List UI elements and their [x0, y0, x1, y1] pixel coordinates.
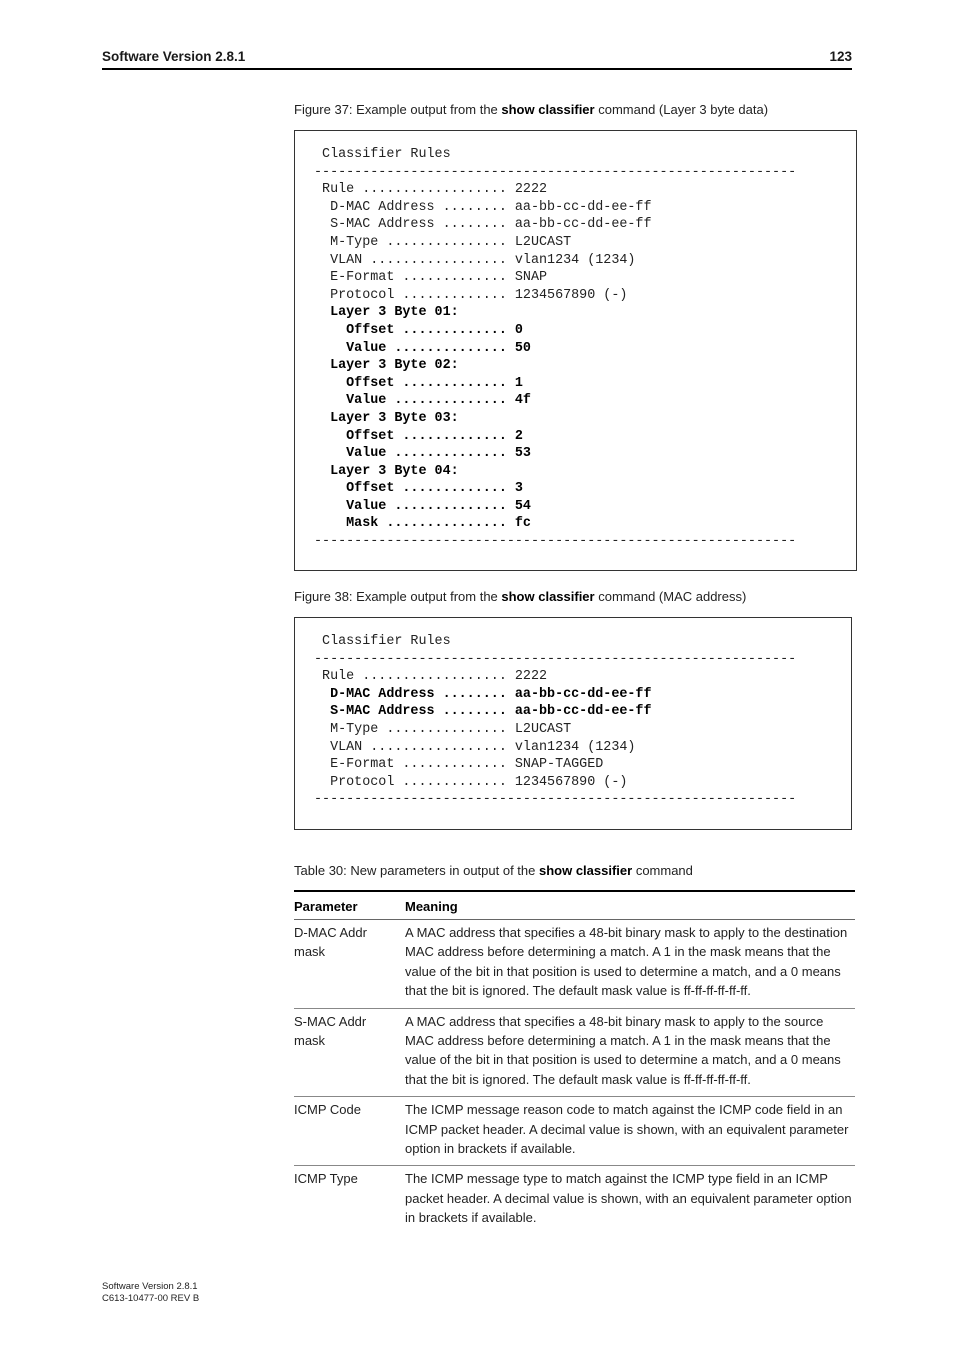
code-line: Layer 3 Byte 02:	[314, 358, 459, 374]
code-line: ------------------------------------------------------------	[314, 651, 797, 667]
code-line: Value .............. 53	[314, 446, 531, 462]
meaning-cell: A MAC address that specifies a 48-bit binary mask to apply to the destination MAC address before determining a match. A 1 in the mask means that the value of the bit in that position is used to determine a match, and a 0 means that the bit is ignored. The default mask value is ff-ff-ff-ff-ff-ff.	[405, 925, 848, 999]
table-row	[294, 1097, 855, 1166]
code-line: Protocol ............. 1234567890 (-)	[314, 287, 628, 303]
code-line: Layer 3 Byte 01:	[314, 305, 459, 321]
figure-38-code-box	[294, 617, 852, 830]
code-line: ------------------------------------------------------------	[314, 164, 797, 180]
code-line: M-Type ............... L2UCAST	[314, 721, 572, 737]
figure-38-code	[314, 633, 796, 809]
header-title: Software Version 2.8.1	[102, 49, 246, 64]
table-row	[294, 920, 855, 1009]
figure-38-caption-post: command (MAC address)	[594, 589, 747, 604]
code-line: Protocol ............. 1234567890 (-)	[314, 774, 628, 790]
figure-37-caption-command: show classifier	[501, 102, 595, 117]
table-30-caption	[294, 863, 693, 878]
parameter-cell: D-MAC Addr mask	[294, 925, 367, 960]
code-line: D-MAC Address ........ aa-bb-cc-dd-ee-ff	[314, 199, 652, 215]
page-number: 123	[829, 49, 852, 64]
figure-37-caption-post: command (Layer 3 byte data)	[594, 102, 769, 117]
code-line: Layer 3 Byte 04:	[314, 463, 459, 479]
code-line: E-Format ............. SNAP-TAGGED	[314, 757, 604, 773]
code-line: Value .............. 54	[314, 498, 531, 514]
table-header-row	[294, 892, 855, 920]
code-line: VLAN ................. vlan1234 (1234)	[314, 739, 636, 755]
page-header	[102, 48, 852, 70]
meaning-cell: The ICMP message type to match against the ICMP type field in an ICMP packet header. A decimal value is shown, with an equivalent parameter option in brackets if available.	[405, 1171, 852, 1226]
code-line: Classifier Rules	[314, 634, 451, 649]
code-line: Classifier Rules	[314, 147, 451, 162]
column-header-meaning: Meaning	[405, 899, 458, 914]
meaning-cell: The ICMP message reason code to match against the ICMP code field in an ICMP packet header. A decimal value is shown, with an equivalent parameter option in brackets if available.	[405, 1102, 849, 1157]
code-line: S-MAC Address ........ aa-bb-cc-dd-ee-ff	[314, 217, 652, 233]
code-line: E-Format ............. SNAP	[314, 270, 548, 286]
code-line: Offset ............. 0	[314, 322, 523, 338]
figure-38-caption-command: show classifier	[501, 589, 595, 604]
page-footer	[102, 1281, 199, 1305]
code-line: Value .............. 4f	[314, 393, 531, 409]
code-line: D-MAC Address ........ aa-bb-cc-dd-ee-ff	[314, 686, 652, 702]
parameter-cell: S-MAC Addr mask	[294, 1013, 367, 1049]
code-line: Mask ............... fc	[314, 516, 531, 532]
table-row	[294, 1166, 855, 1234]
footer-document-code: C613-10477-00 REV B	[102, 1293, 200, 1304]
parameter-cell: ICMP Code	[294, 1102, 361, 1118]
parameter-cell: ICMP Type	[294, 1171, 358, 1187]
figure-37-caption	[294, 102, 768, 117]
code-line: Offset ............. 1	[314, 375, 523, 391]
footer-version: Software Version 2.8.1	[102, 1281, 198, 1292]
code-line: Layer 3 Byte 03:	[314, 410, 459, 426]
table-30-caption-pre: Table 30: New parameters in output of the	[294, 863, 539, 878]
code-line: Rule .................. 2222	[314, 182, 548, 198]
code-line: ------------------------------------------------------------	[314, 792, 797, 808]
code-line: Offset ............. 2	[314, 428, 523, 444]
figure-37-caption-pre: Figure 37: Example output from the	[294, 102, 502, 117]
table-body	[294, 920, 855, 1235]
table-30-caption-command: show classifier	[538, 863, 633, 878]
meaning-cell: A MAC address that specifies a 48-bit binary mask to apply to the source MAC address before determining a match. A 1 in the mask means that the value of the bit in that position is used to determine a match, and a 0 means that the bit is ignored. The default mask value is ff-ff-ff-ff-ff-ff.	[405, 1013, 841, 1087]
code-line: M-Type ............... L2UCAST	[314, 234, 572, 250]
code-line: ------------------------------------------------------------	[314, 534, 797, 550]
figure-38-caption	[294, 589, 746, 604]
figure-37-code	[314, 146, 796, 551]
code-line: Offset ............. 3	[314, 481, 523, 497]
code-line: Rule .................. 2222	[314, 669, 548, 685]
figure-38-caption-pre: Figure 38: Example output from the	[294, 589, 502, 604]
parameters-table	[294, 890, 855, 1235]
table-row	[294, 1009, 855, 1098]
code-line: S-MAC Address ........ aa-bb-cc-dd-ee-ff	[314, 704, 652, 720]
code-line: VLAN ................. vlan1234 (1234)	[314, 252, 636, 268]
column-header-parameter: Parameter	[294, 899, 358, 914]
code-line: Value .............. 50	[314, 340, 531, 356]
table-30-caption-post: command	[632, 863, 693, 878]
figure-37-code-box	[294, 130, 857, 571]
